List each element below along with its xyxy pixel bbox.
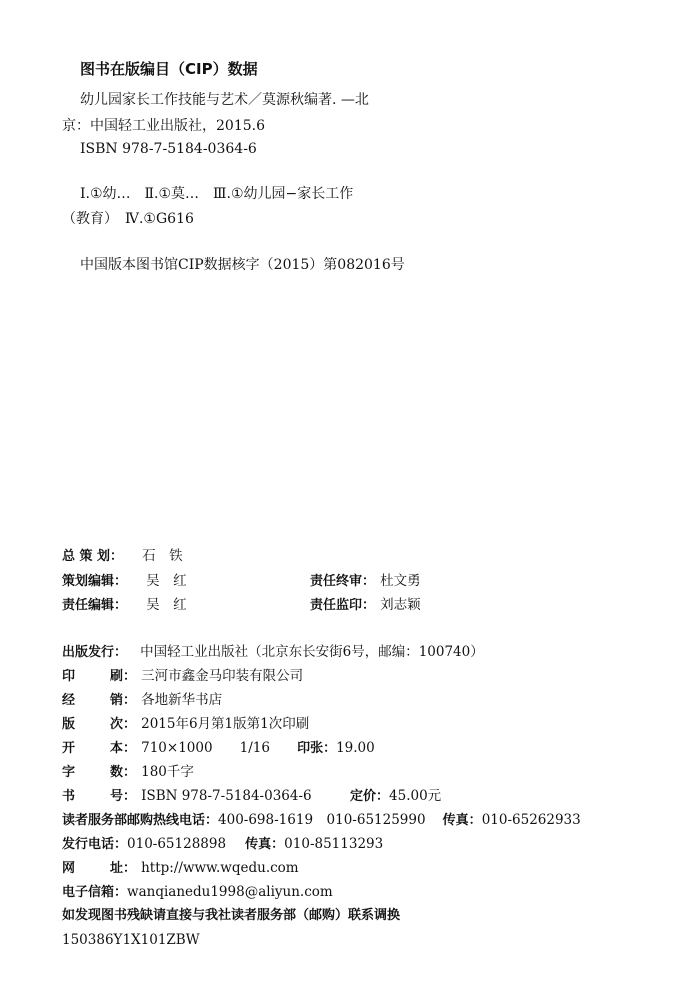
pub-row-website bbox=[62, 859, 299, 876]
supervisor-label: 责任监印： bbox=[310, 598, 376, 613]
credit-row-supervisor bbox=[310, 596, 421, 613]
credit-row-final-review bbox=[310, 572, 421, 589]
edition-value: 2015年6月第1版第1次印刷 bbox=[141, 716, 310, 732]
printer-label-a: 印 bbox=[62, 669, 76, 684]
cip-line-classification-cont: （教育） Ⅳ.①G616 bbox=[62, 211, 194, 227]
pub-row-price bbox=[350, 787, 441, 804]
price-label: 定价： bbox=[350, 789, 390, 804]
editor-value: 吴 红 bbox=[146, 597, 187, 613]
pub-row-distributor bbox=[62, 691, 222, 708]
distributor-value: 各地新华书店 bbox=[141, 692, 223, 708]
defect-notice: 如发现图书残缺请直接与我社读者服务部（邮购）联系调换 bbox=[62, 908, 401, 923]
pub-row-dist-tel bbox=[62, 835, 383, 852]
chief-planner-value: 石 铁 bbox=[142, 548, 183, 564]
email-value: wanqianedu1998@aliyun.com bbox=[127, 884, 333, 900]
printer-value: 三河市鑫金马印装有限公司 bbox=[141, 668, 304, 684]
book-number-label-a: 书 bbox=[62, 789, 76, 804]
edition-label-a: 版 bbox=[62, 717, 76, 732]
pub-row-format bbox=[62, 739, 375, 756]
credit-row-editor bbox=[62, 596, 187, 613]
sheets-value: 19.00 bbox=[336, 740, 375, 756]
format-fold-value: 1/16 bbox=[239, 740, 270, 756]
words-label-b: 数： bbox=[110, 765, 137, 780]
editor-label: 责任编辑： bbox=[62, 598, 128, 613]
publisher-value: 中国轻工业出版社（北京东长安街6号，邮编：100740） bbox=[140, 644, 484, 660]
supervisor-value: 刘志颖 bbox=[380, 597, 421, 613]
printer-label-b: 刷： bbox=[110, 669, 137, 684]
hotline-fax-label: 传真： bbox=[442, 813, 482, 828]
hotline-fax-value: 010-65262933 bbox=[481, 812, 581, 828]
hotline-value: 400-698-1619 010-65125990 bbox=[218, 812, 426, 828]
pub-row-book-number bbox=[62, 787, 312, 804]
dist-tel-label: 发行电话： bbox=[62, 837, 128, 852]
pub-row-publisher bbox=[62, 643, 484, 660]
pub-row-email bbox=[62, 883, 333, 900]
book-number-label-b: 号： bbox=[110, 789, 137, 804]
dist-fax-label: 传真： bbox=[245, 837, 285, 852]
website-label-a: 网 bbox=[62, 861, 76, 876]
cip-line-publisher: 京：中国轻工业出版社，2015.6 bbox=[62, 118, 265, 134]
chief-planner-label: 总 策 划： bbox=[62, 549, 124, 564]
planning-editor-label: 策划编辑： bbox=[62, 574, 128, 589]
pub-row-edition bbox=[62, 715, 309, 732]
format-label-a: 开 bbox=[62, 741, 76, 756]
final-review-value: 杜文勇 bbox=[380, 573, 421, 589]
print-code: 150386Y1X101ZBW bbox=[62, 932, 200, 948]
cip-line-classification: Ⅰ.①幼… Ⅱ.①莫… Ⅲ.①幼儿园−家长工作 bbox=[80, 186, 354, 202]
pub-row-words bbox=[62, 763, 194, 780]
cip-title: 图书在版编目（CIP）数据 bbox=[80, 60, 258, 78]
edition-label-b: 次： bbox=[110, 717, 137, 732]
distributor-label-a: 经 bbox=[62, 693, 76, 708]
cip-line-title: 幼儿园家长工作技能与艺术／莫源秋编著. —北 bbox=[80, 92, 369, 108]
distributor-label-b: 销： bbox=[110, 693, 137, 708]
format-label-b: 本： bbox=[110, 741, 137, 756]
pub-row-hotline bbox=[62, 811, 581, 828]
book-number-value: ISBN 978-7-5184-0364-6 bbox=[141, 788, 312, 804]
publisher-label: 出版发行： bbox=[62, 645, 128, 660]
words-label-a: 字 bbox=[62, 765, 76, 780]
final-review-label: 责任终审： bbox=[310, 574, 376, 589]
credit-row-planning-editor bbox=[62, 572, 187, 589]
cip-line-isbn: ISBN 978-7-5184-0364-6 bbox=[80, 141, 257, 157]
planning-editor-value: 吴 红 bbox=[146, 573, 187, 589]
dist-fax-value: 010-85113293 bbox=[284, 836, 384, 852]
words-value: 180千字 bbox=[141, 764, 194, 780]
credit-row-chief-planner bbox=[62, 547, 183, 564]
website-value: http://www.wqedu.com bbox=[141, 860, 299, 876]
sheets-label: 印张： bbox=[297, 741, 337, 756]
price-value: 45.00元 bbox=[389, 788, 442, 804]
dist-tel-value: 010-65128898 bbox=[127, 836, 227, 852]
website-label-b: 址： bbox=[110, 861, 137, 876]
hotline-label: 读者服务部邮购热线电话： bbox=[62, 813, 219, 828]
cip-record-number: 中国版本图书馆CIP数据核字（2015）第082016号 bbox=[80, 257, 405, 273]
pub-row-printer bbox=[62, 667, 303, 684]
format-size-value: 710×1000 bbox=[141, 740, 213, 756]
email-label: 电子信箱： bbox=[62, 885, 128, 900]
